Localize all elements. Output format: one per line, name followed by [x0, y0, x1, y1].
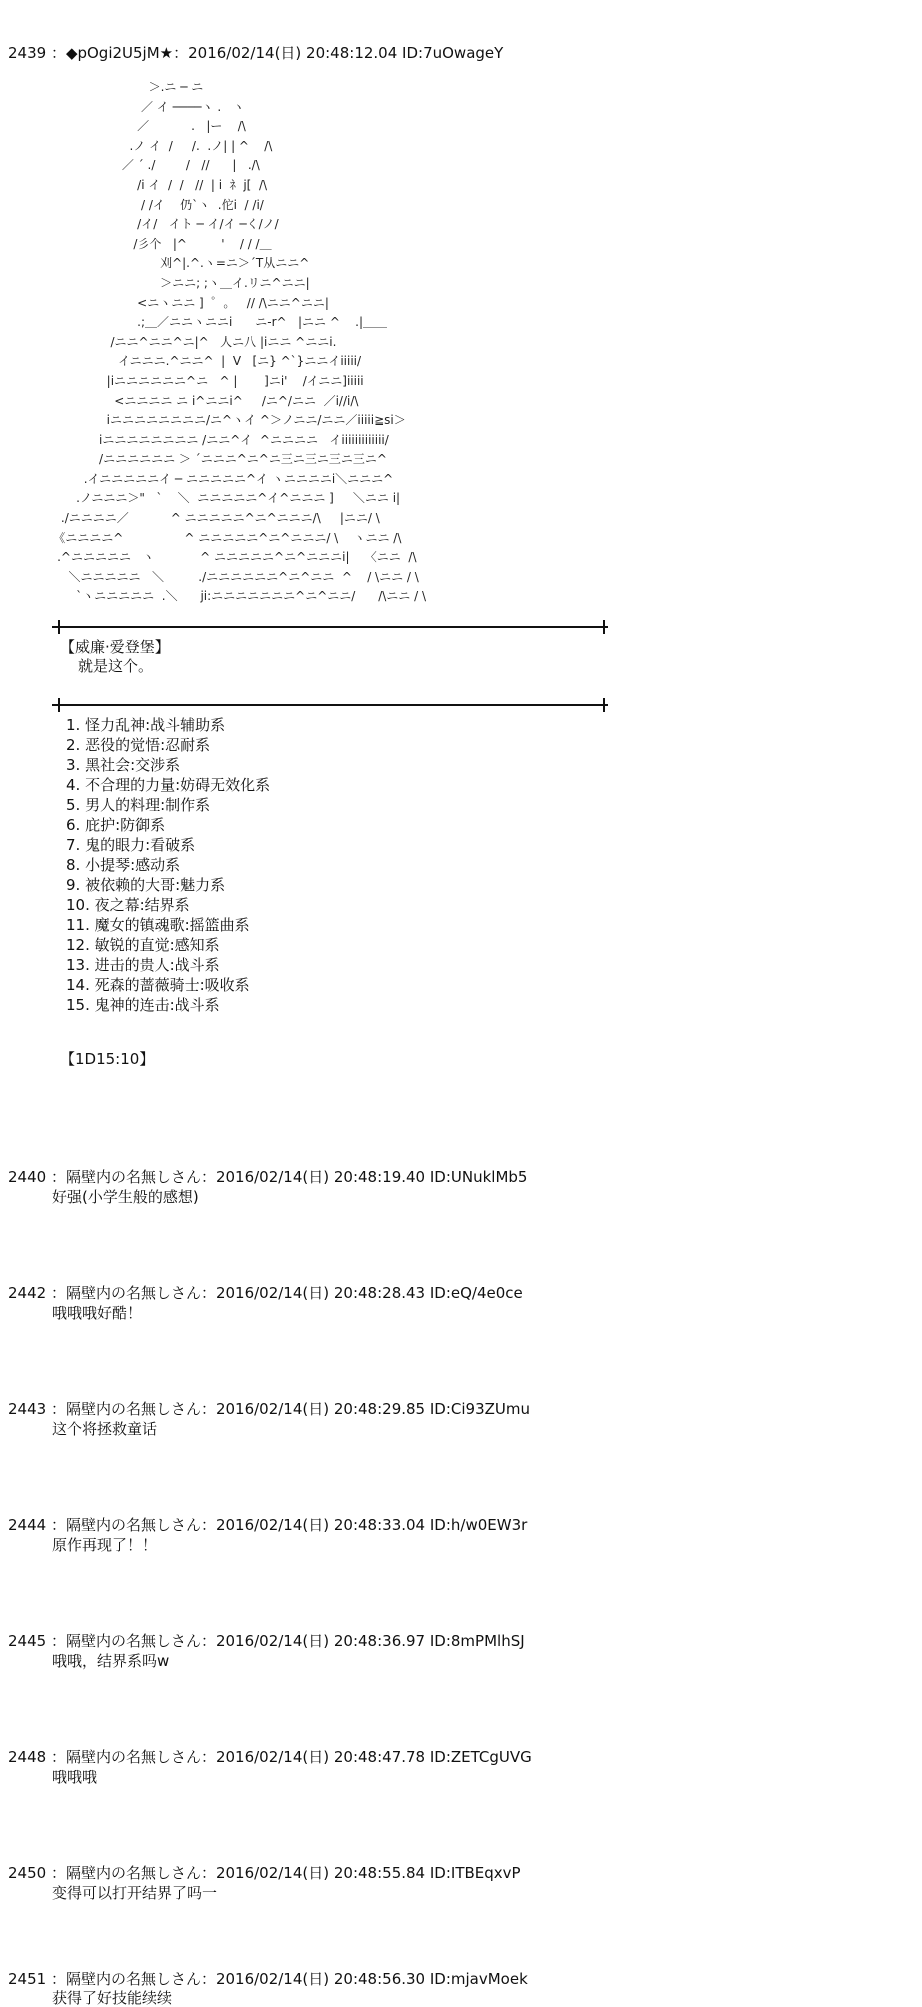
list-item: 9. 被依赖的大哥:魅力系 [66, 876, 226, 894]
divider-top [52, 626, 608, 628]
divider-top-left-cross [58, 620, 60, 634]
post-body: 这个将拯救童话 [52, 1420, 158, 1438]
divider-bottom [52, 704, 608, 706]
list-item: 5. 男人的料理:制作系 [66, 796, 211, 814]
divider-bottom-left-cross [58, 698, 60, 712]
list-item: 12. 敏锐的直觉:感知系 [66, 936, 220, 954]
post-header: 2440 ：隔壁内の名無しさん：2016/02/14(日) 20:48:19.40 ID:UNuklMb5 [8, 1168, 528, 1186]
list-item: 11. 魔女的镇魂歌:摇篮曲系 [66, 916, 250, 934]
list-item: 8. 小提琴:感动系 [66, 856, 181, 874]
ascii-art: ＞.ニ ─ ニ ／ イ ────ヽ . ヽ ／ . |ー /\ .ノ イ / /. .ノ| | ^ /\ ／ ´ ./ / // | ./\ /i イ / / // | i ﾈ j[ /\ / /イ 仍`ヽ .佗i / /i/ /イ/ イト ─ イ/イ ─く/ノ/ /彡个 |^ ' / / /＿ 刈^|.^.ヽ=ニ＞´T从ニニ^ ＞ニニ; ;ヽ＿イ.リニ^ニニ| <ニヽニニ ] ゜。 // /\ニニ^ニニ| .;＿／ニニヽニニi ニ-r^ |ニニ ^ .|＿＿ /ニニ^ニニ^ニ|^ 人ニ八 |iニニ ^ニニi. イニニニ.^ニニ^ | V [ニ} ^`}ニニイiiiii/ |iニニニニニニ^ニ ^ | ]ニi' /イニニ]iiiii <ニニニニ ニ i^ニニi^ /ニ^/ニニ ／i//i/\ iニニニニニニニニ/ニ^ヽイ ^＞ノニニ/ニニ／iiiii≧si＞ iニニニニニニニニ /ニニ^イ ^ニニニニ イiiiiiiiiiiiii/ /ニニニニニニ ＞ ´ニニニ^ニ^ニ三ニ三ニ三ニ三ニ^ .イニニニニニイ ─ ニニニニニ^イ ヽニニニニi＼ニニニ^ .ノニニニ＞" ` ＼ ニニニニニ^イ^ニニニ ] ＼ニニ i| ./ニニニニ／ ^ ニニニニニ^ニ^ニニニ/\ |ニニ/ \ 《ニニニニ^ ^ ニニニニニ^ニ^ニニニ/ \ ヽニニ /\ .^ニニニニニ ヽ ^ ニニニニニ^ニ^ニニニi| 〈ニニ /\ ＼ニニニニニ ＼ ./ニニニニニニ^ニ^ニニ ^ / \ニニ / \ `ヽニニニニニ .＼ ji:ニニニニニニニ^ニ^ニニ/ /\ニニ / \ [53, 80, 427, 604]
post-body: 哦哦哦 [52, 1768, 98, 1786]
list-item: 13. 进击的贵人:战斗系 [66, 956, 220, 974]
list-item: 2. 恶役的觉悟:忍耐系 [66, 736, 211, 754]
post-header: 2442 ：隔壁内の名無しさん：2016/02/14(日) 20:48:28.43 ID:eQ/4e0ce [8, 1284, 523, 1302]
list-item: 3. 黑社会:交涉系 [66, 756, 181, 774]
dialogue-text: 就是这个。 [78, 657, 154, 675]
post-header: 2439 ：◆pOgi2U5jM★：2016/02/14(日) 20:48:12.04 ID:7uOwageY [8, 44, 504, 62]
dice-result: 【1D15:10】 [60, 1050, 155, 1068]
post-header: 2448 ：隔壁内の名無しさん：2016/02/14(日) 20:48:47.78 ID:ZETCgUVG [8, 1748, 532, 1766]
list-item: 1. 怪力乱神:战斗辅助系 [66, 716, 226, 734]
post-body: 哦哦，结界系吗w [52, 1652, 170, 1670]
post-header: 2451 ：隔壁内の名無しさん：2016/02/14(日) 20:48:56.30 ID:mjavMoek [8, 1970, 528, 1988]
list-item: 10. 夜之幕:结界系 [66, 896, 190, 914]
list-item: 6. 庇护:防御系 [66, 816, 166, 834]
skill-list [66, 715, 270, 1015]
post-header: 2445 ：隔壁内の名無しさん：2016/02/14(日) 20:48:36.97 ID:8mPMlhSJ [8, 1632, 525, 1650]
list-item: 15. 鬼神的连击:战斗系 [66, 996, 220, 1014]
speaker-label: 【威廉·爱登堡】 [60, 638, 170, 656]
post-header: 2443 ：隔壁内の名無しさん：2016/02/14(日) 20:48:29.85 ID:Ci93ZUmu [8, 1400, 530, 1418]
post-header: 2444 ：隔壁内の名無しさん：2016/02/14(日) 20:48:33.04 ID:h/w0EW3r [8, 1516, 528, 1534]
post-body: 获得了好技能续续 [52, 1989, 173, 2007]
list-item: 7. 鬼的眼力:看破系 [66, 836, 196, 854]
post-body: 好强(小学生般的感想) [52, 1188, 199, 1206]
list-item: 14. 死森的蔷薇骑士:吸收系 [66, 976, 250, 994]
post-body: 哦哦哦好酷！ [52, 1304, 143, 1322]
post-body: 变得可以打开结界了吗一 [52, 1884, 218, 1902]
list-item: 4. 不合理的力量:妨碍无效化系 [66, 776, 271, 794]
divider-top-right-cross [603, 620, 605, 634]
divider-bottom-right-cross [603, 698, 605, 712]
post-header: 2450 ：隔壁内の名無しさん：2016/02/14(日) 20:48:55.84 ID:ITBEqxvP [8, 1864, 521, 1882]
post-body: 原作再现了！！ [52, 1536, 158, 1554]
